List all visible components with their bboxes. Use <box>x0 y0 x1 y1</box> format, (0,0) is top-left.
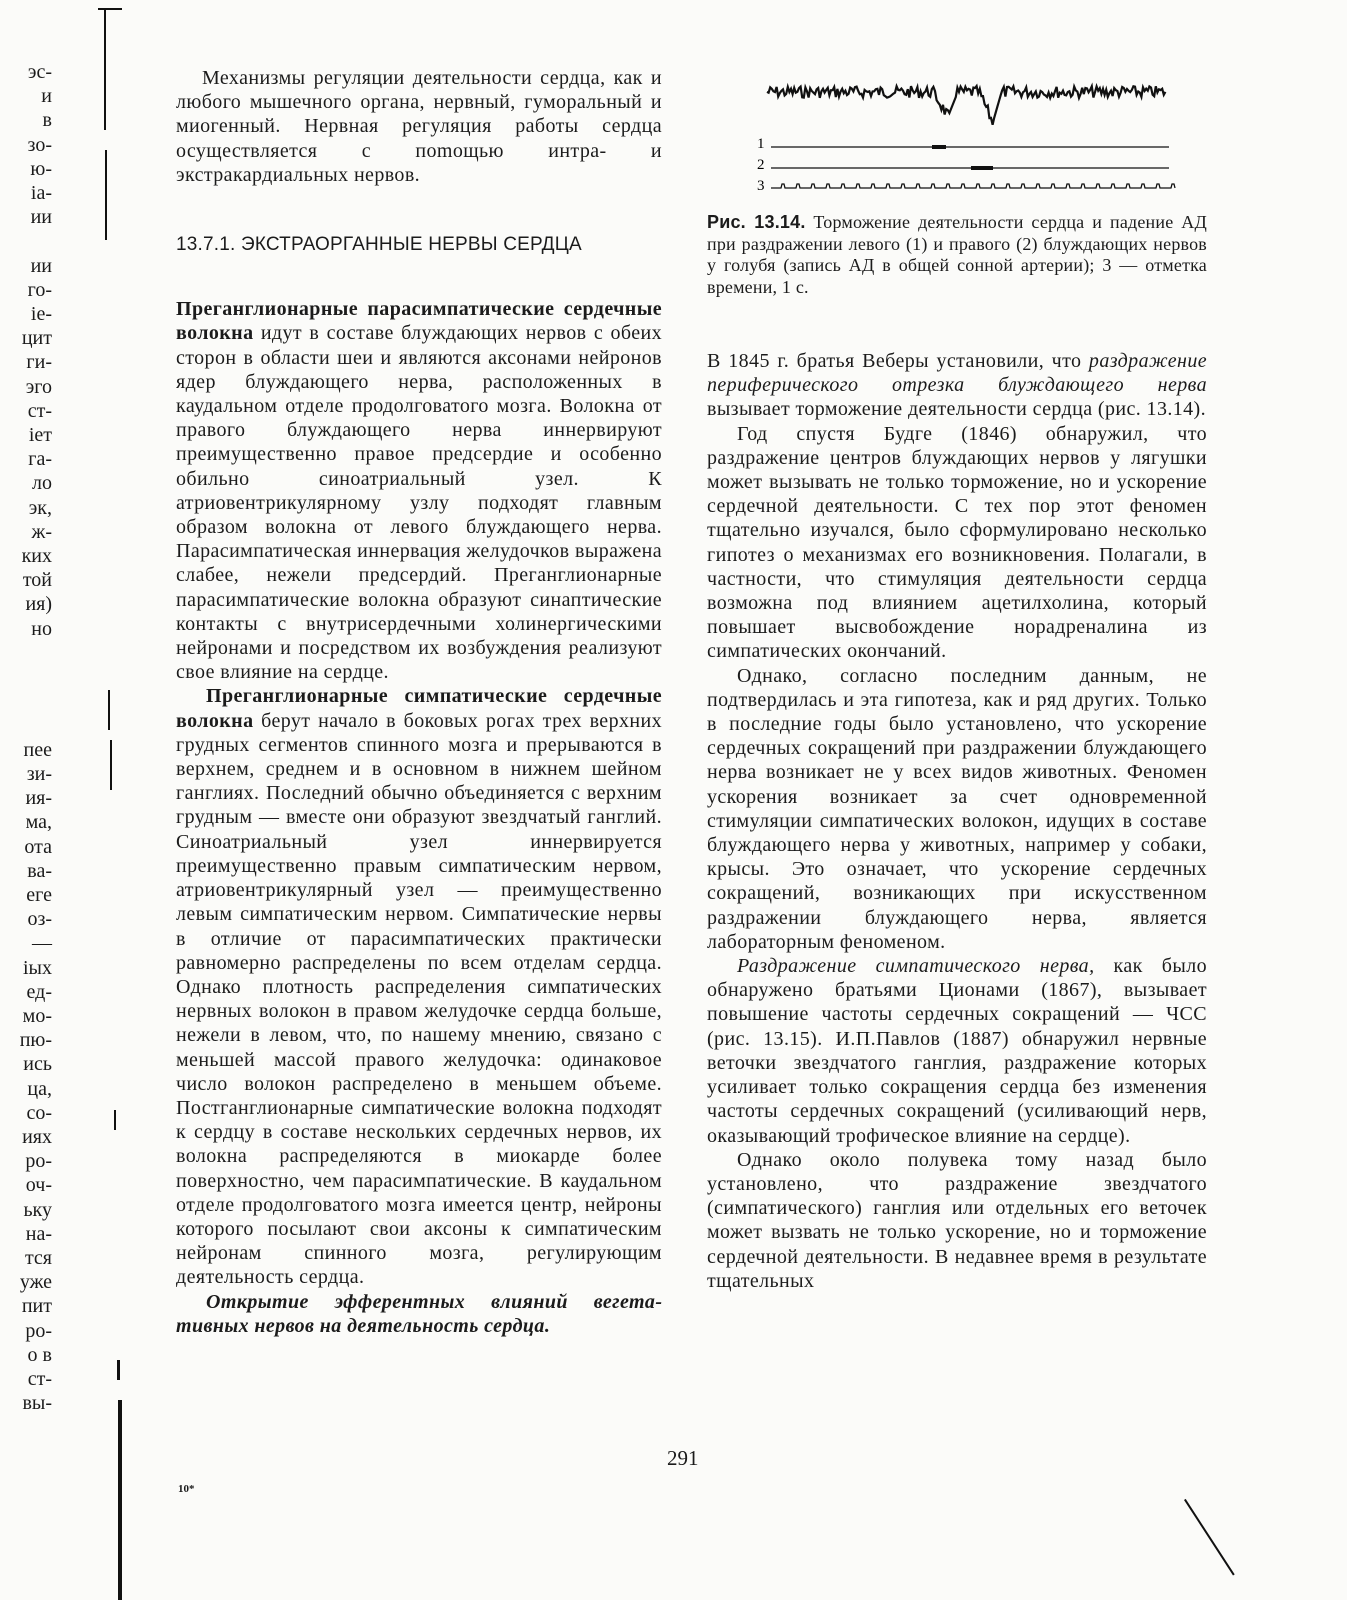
left-fragment: го- <box>27 278 52 301</box>
left-fragment: ло <box>32 472 52 495</box>
left-fragment: зо- <box>27 133 52 156</box>
trace-label-1: 1 <box>757 136 765 152</box>
paragraph-half-century: Однако около полувека тому назад было установлено, что раздражение звездчатого (симпатического) ганглия или отдельных его веточек может вызвать не только ускорение, но и торможение сердечной деятельности. В недавнее время в результате тщательных <box>707 1148 1207 1292</box>
text-column-right <box>707 349 1207 1293</box>
paragraph-text: В 1845 г. братья Веберы установили, что <box>707 350 1089 372</box>
left-fragment: эго <box>25 375 52 398</box>
left-fragment: цит <box>21 327 52 350</box>
left-fragment: тся <box>24 1246 52 1269</box>
left-fragment: ких <box>21 545 52 568</box>
left-fragment: ю- <box>30 157 52 180</box>
paragraph-text: как было обнаружено братьями Ционами (1867), вызывает повышение частоты сердечных сокращений — ЧСС (рис. 13.15). И.П.Павлов (1887) обнаружил нервные веточки звездчатого ганглия, раздражение которых усиливает только сокращения сердца без изменения частоты сердечных сокращений (усиливающий нерв, оказывающий трофическое влияние на сердце). <box>707 955 1208 1147</box>
paragraph-sympathetic-stimulation <box>707 954 1207 1148</box>
trace-label-3: 3 <box>757 178 765 192</box>
left-fragment: ма, <box>25 811 52 834</box>
left-fragment: ьку <box>23 1198 52 1221</box>
paragraph-webers <box>707 349 1207 422</box>
left-fragment <box>0 641 52 665</box>
blood-pressure-trace <box>767 86 1165 125</box>
left-fragment: мо- <box>22 1004 52 1027</box>
figure-13-14-trace <box>757 74 1177 192</box>
left-fragment <box>0 689 52 713</box>
left-fragment: ия) <box>25 593 52 616</box>
italic-phrase: раздражение периферического отрезка блуждающего нерва <box>707 350 1207 397</box>
left-fragment: га- <box>28 448 52 471</box>
left-fragment: уже <box>19 1271 52 1294</box>
left-fragment: ро- <box>25 1150 52 1173</box>
bold-term: Преганглионарные симпатические сердечные волокна <box>176 685 662 732</box>
paragraph-text: идут в составе блуждающих нервов с обеих сторон в области шеи и являются аксонами нейронов ядер блуждающего нерва, расположенных в каудальном отделе продолговатого мозга. Волокна от правого блуждающего нерва иннервируют преимущественно правое предсердие и особенно обильно синоатриальный узел. К атриовентрикулярному узлу подходят главным образом волокна от левого блуждающего нерва. Парасимпатическая иннервация желудочков выражена слабее, нежели предсердий. Преганглионарные парасимпатические волокна образуют синаптические контакты с внутрисердечными холинергическими нейронами и посредством их возбуждения реализуют свое влияние на сердце. <box>176 322 662 684</box>
binding-mark <box>108 690 110 730</box>
left-fragment: ии <box>30 206 52 229</box>
left-fragment: оч- <box>25 1174 52 1197</box>
left-fragment: іе- <box>30 303 52 326</box>
left-fragment: іа- <box>30 182 52 205</box>
left-fragment: и <box>41 85 52 108</box>
left-fragment: вы- <box>22 1392 52 1415</box>
binding-mark <box>117 1360 120 1380</box>
left-fragment: ия- <box>25 787 52 810</box>
left-fragment: пит <box>21 1295 52 1318</box>
left-fragment: той <box>22 569 52 592</box>
binding-mark <box>105 150 107 240</box>
trace-label-2: 2 <box>757 157 765 173</box>
left-fragment: о в <box>27 1343 52 1366</box>
left-fragment: пее <box>23 738 52 761</box>
binding-mark <box>110 740 112 790</box>
time-marker-trace <box>771 184 1175 188</box>
paragraph-budge: Год спустя Будге (1846) обнаружил, что раздражение центров блуждающих нервов у лягушки может вызывать не только торможение, но и ускорение сердечной деятельности. С тех пор этот феномен тщательно изучался, было сформулировано несколько гипотез о механизмах его возникновения. Полагали, в частности, что стимуляция деятельности сердца возможна под влиянием ацетилхолина, который повышает высвобождение норадреналина из симпатических окончаний. <box>707 422 1207 663</box>
left-fragment: іет <box>28 424 52 447</box>
left-fragment <box>0 713 52 737</box>
text-column-left <box>176 66 662 1338</box>
left-fragment <box>0 229 52 253</box>
binding-mark <box>118 1400 122 1600</box>
left-fragment: оз- <box>27 908 52 931</box>
left-fragment: ед- <box>26 980 52 1003</box>
stimulus-mark-1 <box>932 145 946 149</box>
binding-mark <box>104 10 106 130</box>
left-fragment <box>0 665 52 689</box>
left-fragment: эк, <box>28 496 52 519</box>
paragraph-text: вызывает торможение деятельности сердца (рис. 13.14). <box>707 398 1207 421</box>
left-fragment: иях <box>22 1125 52 1148</box>
left-fragment: еге <box>26 883 52 906</box>
left-fragment: на- <box>25 1222 52 1245</box>
intro-paragraph: Механизмы регуляции деятельности сердца, как и любого мышечного органа, нервный, гуморальный и миогенный. Нервная регуляция работы сердца осуществляется с поmощью интра- и экстракардиальных нервов. <box>176 67 662 186</box>
paragraph-sympathetic <box>176 684 662 1289</box>
section-heading: 13.7.1. ЭКСТРАОРГАННЫЕ НЕРВЫ СЕРДЦА <box>176 234 582 256</box>
left-fragment: зи- <box>26 762 52 785</box>
italic-phrase: Раздражение симпатического нерва, <box>737 955 1095 978</box>
bold-term: Преганглионарные парасимпатические сердечные волокна <box>176 298 662 345</box>
left-fragment: ст- <box>27 1367 52 1390</box>
paragraph-recent-data: Однако, согласно последним данным, не подтвердилась и эта гипотеза, как и ряд других. Только в последние годы было установлено, что ускорение сердечных сокращений при раздражении блуждающего нерва возникает не у всех видов животных. Феномен ускорения возникает за счет одновременной стимуляции симпатических волокон, идущих в составе блуждающего нерва у животных, например у собаки, крысы. Это означает, что ускорение сердечных сокращений, возникающих при искусственном раздражении блуждающего нерва, является лабораторным феноменом. <box>707 664 1207 953</box>
caption-label: Рис. 13.14. <box>707 212 806 232</box>
left-fragment: ро- <box>25 1319 52 1342</box>
stimulus-mark-2 <box>971 166 993 170</box>
pen-stroke-mark <box>1184 1499 1235 1576</box>
left-fragment: ии <box>30 254 52 277</box>
left-fragment: эс- <box>27 61 52 83</box>
left-fragment: ись <box>23 1053 52 1076</box>
caption-text: Торможение деятельности сердца и падение АД при раздражении левого (1) и правого (2) блуждающих нервов у голубя (запись АД в общей сонной артерии); 3 — отметка времени, 1 с. <box>707 212 1207 297</box>
figure-caption <box>707 212 1207 298</box>
signature-mark: 10* <box>178 1483 195 1495</box>
left-fragment: пю- <box>19 1029 52 1052</box>
left-fragment: ота <box>24 835 52 858</box>
left-fragment: ги- <box>26 351 52 374</box>
binding-mark <box>114 1110 116 1130</box>
left-fragment: со- <box>26 1101 52 1124</box>
bold-italic-subheading: Открытие эфферентных влияний вегетативных нервов на деятельность сердца. <box>176 1290 662 1337</box>
left-fragment: ва- <box>27 859 52 882</box>
left-fragment: — <box>32 932 52 955</box>
left-fragment: іых <box>23 956 52 979</box>
left-fragment: ца, <box>27 1077 52 1100</box>
left-fragment: но <box>31 617 52 640</box>
binding-mark <box>98 8 122 10</box>
paragraph-parasympathetic <box>176 297 662 684</box>
left-fragment: ж- <box>31 520 52 543</box>
paragraph-text: берут начало в боковых рогах трех верхних грудных сегментов спинного мозга и прерываются в верхнем, среднем и в основном в нижнем шейном ганглиях. Последний обычно объединяется с верхним грудным — вместе они образуют звездчатый ганглий. Синоатриальный узел иннервируется преимущественно правым симпатическим нервом, атриовентрикулярный узел — преимущественно левым симпатическим нервом. Симпатические нервы в отличие от парасимпатических практически равномерно распределены по всем отделам сердца. Однако плотность распределения симпатических нервных волокон в правом желудочке сердца больше, нежели в левом, что, по нашему мнению, связано с меньшей массой правого желудочка: одинаковое число волокон распределено в меньшем объеме. Постганглионарные симпатические волокна подходят к сердцу в составе нескольких сердечных нервов, их волокна распределяются в миокарде более поверхностно, чем парасимпатические. В каудальном отделе продолговатого мозга имеется центр, нейроны которого посылают свои аксоны к симпатическим нейронам спинного мозга, регулирующим деятельность сердца. <box>176 709 662 1289</box>
left-fragment: ст- <box>27 399 52 422</box>
paragraph-discovery-heading <box>176 1290 662 1338</box>
left-fragment: в <box>42 109 52 132</box>
left-cutoff-column <box>0 60 52 1415</box>
page-number: 291 <box>667 1446 699 1470</box>
